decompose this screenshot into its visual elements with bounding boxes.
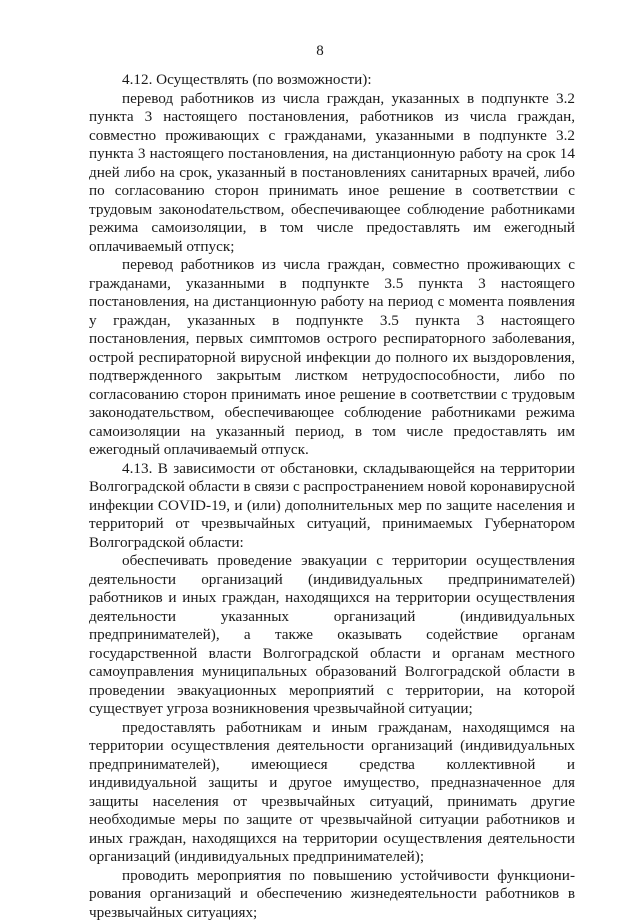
clause-4-13-item-resilience-measures: проводить мероприятия по повышению устойчивости функционирования организаций и обеспечению жизнедеятельности работников в чрезвычайных ситуациях; [89, 867, 575, 922]
clause-4-13-heading: 4.13. В зависимости от обстановки, складывающейся на территории Волгоградской области в связи с распространением новой коронавирусной инфекции COVID-19, и (или) дополнительных мер по защите населения и территорий от чрезвычайных ситуаций, принимаемых Губернатором Волгоградской области: [89, 460, 575, 553]
document-body [89, 71, 575, 922]
clause-4-13-item-protective-equipment: предоставлять работникам и иным гражданам, находящимся на территории осуществления деятельности организаций (индивидуальных предпринимателей), имеющиеся средства коллективной и индивидуальной защиты и другое имущество, предназначенное для защиты населения от чрезвычайных ситуаций, принимать другие необходимые меры по защите от чрезвычайной ситуации работников и иных граждан, находящихся на территории осуществления деятельности организаций (индивидуальных предпринимателей); [89, 719, 575, 867]
page-number: 8 [0, 42, 640, 61]
clause-4-13-item-evacuation: обеспечивать проведение эвакуации с территории осуществления деятельности организаций (индивидуальных предпринимателей) работников и иных граждан, находящихся на территории осуществления деятельности указанных организаций (индивидуальных предпринимателей), а также оказывать содействие органам государственной власти Волгоградской области и органам местного самоуправления муниципальных образований Волгоградской области в проведении эвакуационных мероприятий с территории, на которой существует угроза возникновения чрезвычайной ситуации; [89, 552, 575, 719]
clause-4-12-item-remote-work: перевод работников из числа граждан, указанных в подпункте 3.2 пункта 3 настоящего постановления, работников из числа граждан, совместно проживающих с гражданами, указанными в подпункте 3.2 пункта 3 настоящего постановления, на дистанционную работу на срок 14 дней либо на срок, указанный в постановлениях санитарных врачей, либо по согласованию сторон принимать иное решение в соответствии с трудовым законоdательством, обеспечивающее соблюдение работниками режима самоизоляции, в том числе предоставлять им ежегодный оплачиваемый отпуск; [89, 90, 575, 257]
clause-4-12-heading: 4.12. Осуществлять (по возможности): [89, 71, 575, 90]
clause-4-12-item-cohabitants-remote-work: перевод работников из числа граждан, совместно проживающих с гражданами, указанными в подпункте 3.5 пункта 3 настоящего постановления, на дистанционную работу на период с момента появления у граждан, указанных в подпункте 3.5 пункта 3 настоящего постановления, первых симптомов острого респираторного заболевания, острой респираторной вирусной инфекции до полного их выздоровления, подтвержденного закрытым листком нетрудоспособности, либо по согласованию сторон принимать иное решение в соответствии с трудовым законодательством, обеспечивающее соблюдение работниками режима самоизоляции на указанный период, в том числе предоставлять им ежегодный оплачиваемый отпуск. [89, 256, 575, 460]
